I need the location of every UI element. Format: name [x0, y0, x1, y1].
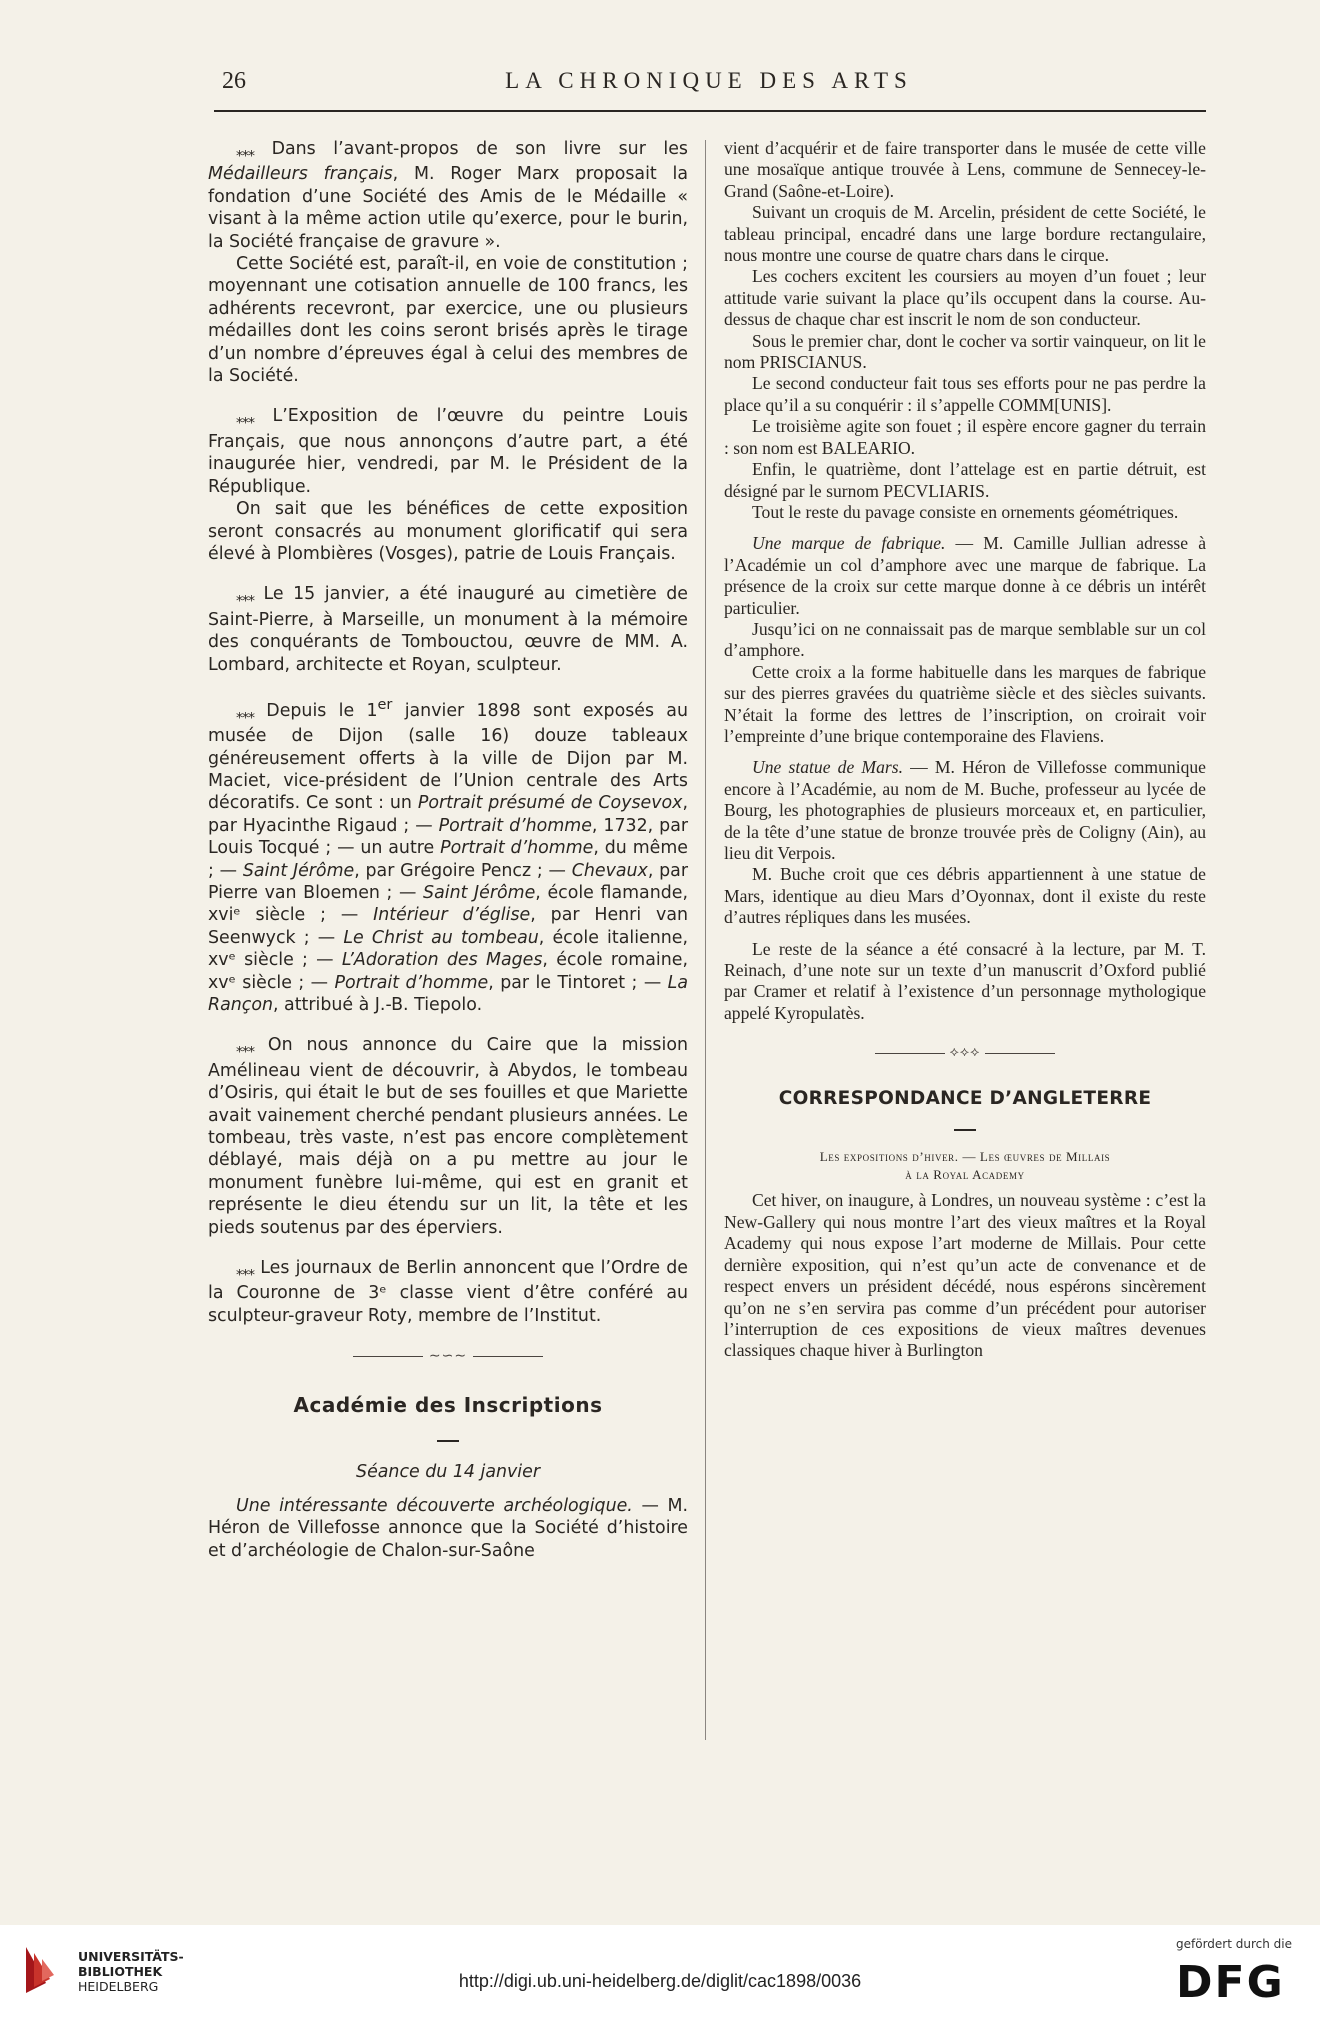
funding-caption: gefördert durch die [1176, 1937, 1292, 1951]
asterism-icon: ⁎⁎⁎ [236, 144, 254, 160]
paragraph-medailleurs: ⁎⁎⁎ Dans l’avant-propos de son livre sur les Médailleurs français, M. Roger Marx proposait la fondation d’une Société des Amis de le Médaille « visant à la même action utile qu’exerce, pour le burin, la Société française de gravure ». [208, 139, 688, 252]
paragraph-buche: M. Buche croit que ces débris appartiennent à une statue de Mars, identique au dieu Mars d’Oyonnax, dont il existe du reste d’autres répliques dans les musées. [724, 864, 1206, 928]
paragraph-roty: ⁎⁎⁎ Les journaux de Berlin annoncent que l’Ordre de la Couronne de 3ᵉ classe vient d’être conféré au sculpteur-graveur Roty, membre de l’Institut. [208, 1258, 689, 1326]
paragraph-societe: Cette Société est, paraît-il, en voie de constitution ; moyennant une cotisation annuelle de 100 francs, les adhérents recevront, par exercice, une ou plusieurs médailles dont les coins seront brisés après le tirage d’un nombre d’épreuves égal à celui des membres de la Société. [208, 254, 688, 387]
paragraph-marque-fabrique: Une marque de fabrique. — M. Camille Jullian adresse à l’Académie un col d’amphore avec une marque de fabrique. La présence de la croix sur cette marque donne à ce débris un intérêt particulier. [724, 533, 1207, 618]
source-url-link[interactable]: http://digi.ub.uni-heidelberg.de/diglit/cac1898/0036 [458, 1971, 862, 1991]
paragraph-abydos: ⁎⁎⁎ On nous annonce du Caire que la mission Amélineau vient de découvrir, à Abydos, le tombeau d’Osiris, qui était le but de ses fouilles et que Mariette avait vainement cherché pendant plusieurs années. Le tombeau, très vaste, n’est pas encore complètement déblayé, mais déjà on a pu mettre au jour le monument funèbre lui-même, qui est en granit et représente le dieu étendu sur un lit, la tête et les pieds soutenus par des éperviers. [208, 1035, 688, 1238]
paragraph-troisieme-char: Le troisième agite son fouet ; il espère encore gagner du terrain : son nom est BALEARIO. [724, 416, 1206, 458]
paragraph-second-char: Le second conducteur fait tous ses efforts pour ne pas perdre la place qu’il a su conquérir : il s’appelle COMM[UNIS]. [724, 373, 1206, 415]
section-dash [208, 1426, 688, 1448]
asterism-icon: ⁎⁎⁎ [236, 1263, 254, 1280]
header-rule [214, 110, 1206, 112]
page-header [214, 64, 1204, 108]
paragraph-quatrieme-char: Enfin, le quatrième, dont l’attelage est en partie détruit, est désigné par le surnom PECVLIARIS. [724, 459, 1206, 501]
ornament-divider: ∼∽∼ [208, 1345, 688, 1367]
asterism-icon: ⁎⁎⁎ [236, 1040, 254, 1057]
digitization-footer [0, 1925, 1320, 2020]
paragraph-cochers: Les cochers excitent les coursiers au moyen d’un fouet ; leur attitude varie suivant la place qu’ils occupent dans la course. Au-dessus de chaque char est inscrit le nom de son conducteur. [724, 266, 1206, 330]
paragraph-dijon: ⁎⁎⁎ Depuis le 1er janvier 1898 sont exposés au musée de Dijon (salle 16) douze tableaux généreusement offerts à la ville de Dijon par M. Maciet, vice-président de l’Union centrale des Arts décoratifs. Ce sont : un Portrait présumé de Coysevox, par Hyacinthe Rigaud ; — Portrait d’homme, 1732, par Louis Tocqué ; — un autre Portrait d’homme, du même ; — Saint Jérôme, par Grégoire Pencz ; — Chevaux, par Pierre van Bloemen ; — Saint Jérôme, école flamande, xviᵉ siècle ; — Intérieur d’église, par Henri van Seenwyck ; — Le Christ au tombeau, école italienne, xvᵉ siècle ; — L’Adoration des Mages, école romaine, xvᵉ siècle ; — Portrait d’homme, par le Tintoret ; — La Rançon, attribué à J.-B. Tiepolo. [208, 696, 689, 1016]
paragraph-reinach: Le reste de la séance a été consacré à la lecture, par M. T. Reinach, d’une note sur un texte d’un manuscrit d’Oxford publié par Cramer et relatif à l’existence d’un personnage mythologique appelé Kyropulatès. [724, 938, 1206, 1023]
right-column [724, 138, 1206, 1362]
paragraph-statue-mars: Une statue de Mars. — M. Héron de Villefosse communique encore à l’Académie, au nom de M. Buche, professeur au lycée de Bourg, les photographies de plusieurs morceaux et, en particulier, de la tête d’une statue de bronze trouvée près de Coligny (Ain), au lieu dit Verpois. [724, 757, 1206, 863]
paragraph-pavage: Tout le reste du pavage consiste en ornements géométriques. [752, 501, 1179, 522]
paragraph-exposition-francais: ⁎⁎⁎ L’Exposition de l’œuvre du peintre Louis Français, que nous annonçons d’autre part, a été inaugurée hier, vendredi, par M. le Président de la République. [208, 406, 688, 497]
paragraph-croix: Cette croix a la forme habituelle dans les marques de fabrique sur des pierres gravées du quatrième siècle et des siècles suivants. N’était la forme des lettres de l’inscription, on croirait voir l’empreinte d’une brique contemporaine des Flaviens. [724, 661, 1206, 746]
asterism-icon: ⁎⁎⁎ [236, 705, 254, 722]
dfg-logo: DFG [1176, 1957, 1285, 2008]
asterism-icon: ⁎⁎⁎ [236, 589, 254, 606]
seance-date: Séance du 14 janvier [356, 1461, 540, 1482]
section-title-correspondance: CORRESPONDANCE D’ANGLETERRE [778, 1087, 1152, 1109]
journal-title: LA CHRONIQUE DES ARTS [505, 68, 913, 93]
subheading: Les expositions d’hiver. — Les œuvres de Millais à la Royal Academy [819, 1149, 1111, 1183]
paragraph-benefices: On sait que les bénéfices de cette exposition seront consacrés au monument glorificatif qui sera élevé à Plombières (Vosges), patrie de Louis Français. [208, 499, 688, 564]
section-title-academie: Académie des Inscriptions [293, 1392, 603, 1417]
library-name: UNIVERSITÄTS- BIBLIOTHEK HEIDELBERG [78, 1949, 184, 1994]
paragraph-col-amphore: Jusqu’ici on ne connaissait pas de marque semblable sur un col d’amphore. [724, 618, 1206, 661]
paragraph-mosaique: vient d’acquérir et de faire transporter dans le musée de cette ville une mosaïque antique trouvée à Lens, commune de Sennecey-le-Grand (Saône-et-Loire). [724, 138, 1206, 201]
paragraph-croquis: Suivant un croquis de M. Arcelin, président de cette Société, le tableau principal, encadré dans une large bordure rectangulaire, nous montre une course de quatre chars dans le cirque. [724, 202, 1206, 266]
paragraph-tombouctou: ⁎⁎⁎ Le 15 janvier, a été inauguré au cimetière de Saint-Pierre, à Marseille, un monument à la mémoire des conquérants de Tombouctou, œuvre de MM. A. Lombard, architecte et Royan, sculpteur. [208, 584, 688, 675]
column-divider [705, 140, 706, 1740]
page-number: 26 [222, 68, 246, 94]
paragraph-londres: Cet hiver, on inaugure, à Londres, un nouveau système : c’est la New-Gallery qui nous montre l’art des vieux maîtres et la Royal Academy qui nous expose l’art moderne de Millais. Pour cette dernière exposition, qui n’est qu’un acte de convenance et de respect envers un président décédé, nous espérons sincèrement qu’on ne s’en servira pas comme d’un précédent pour autoriser l’interruption de ces expositions de vieux maîtres devenues classiques chaque hiver à Burlington [724, 1190, 1206, 1361]
paragraph-premier-char: Sous le premier char, dont le cocher va sortir vainqueur, on lit le nom PRISCIANUS. [724, 330, 1206, 373]
left-column [208, 138, 688, 1562]
paragraph-decouverte: Une intéressante découverte archéologique. — M. Héron de Villefosse annonce que la Société d’histoire et d’archéologie de Chalon-sur-Saône [208, 1495, 688, 1561]
section-dash [724, 1115, 1206, 1136]
ornament-divider: ⟡⟡⟡ [724, 1042, 1206, 1063]
asterism-icon: ⁎⁎⁎ [236, 411, 254, 428]
